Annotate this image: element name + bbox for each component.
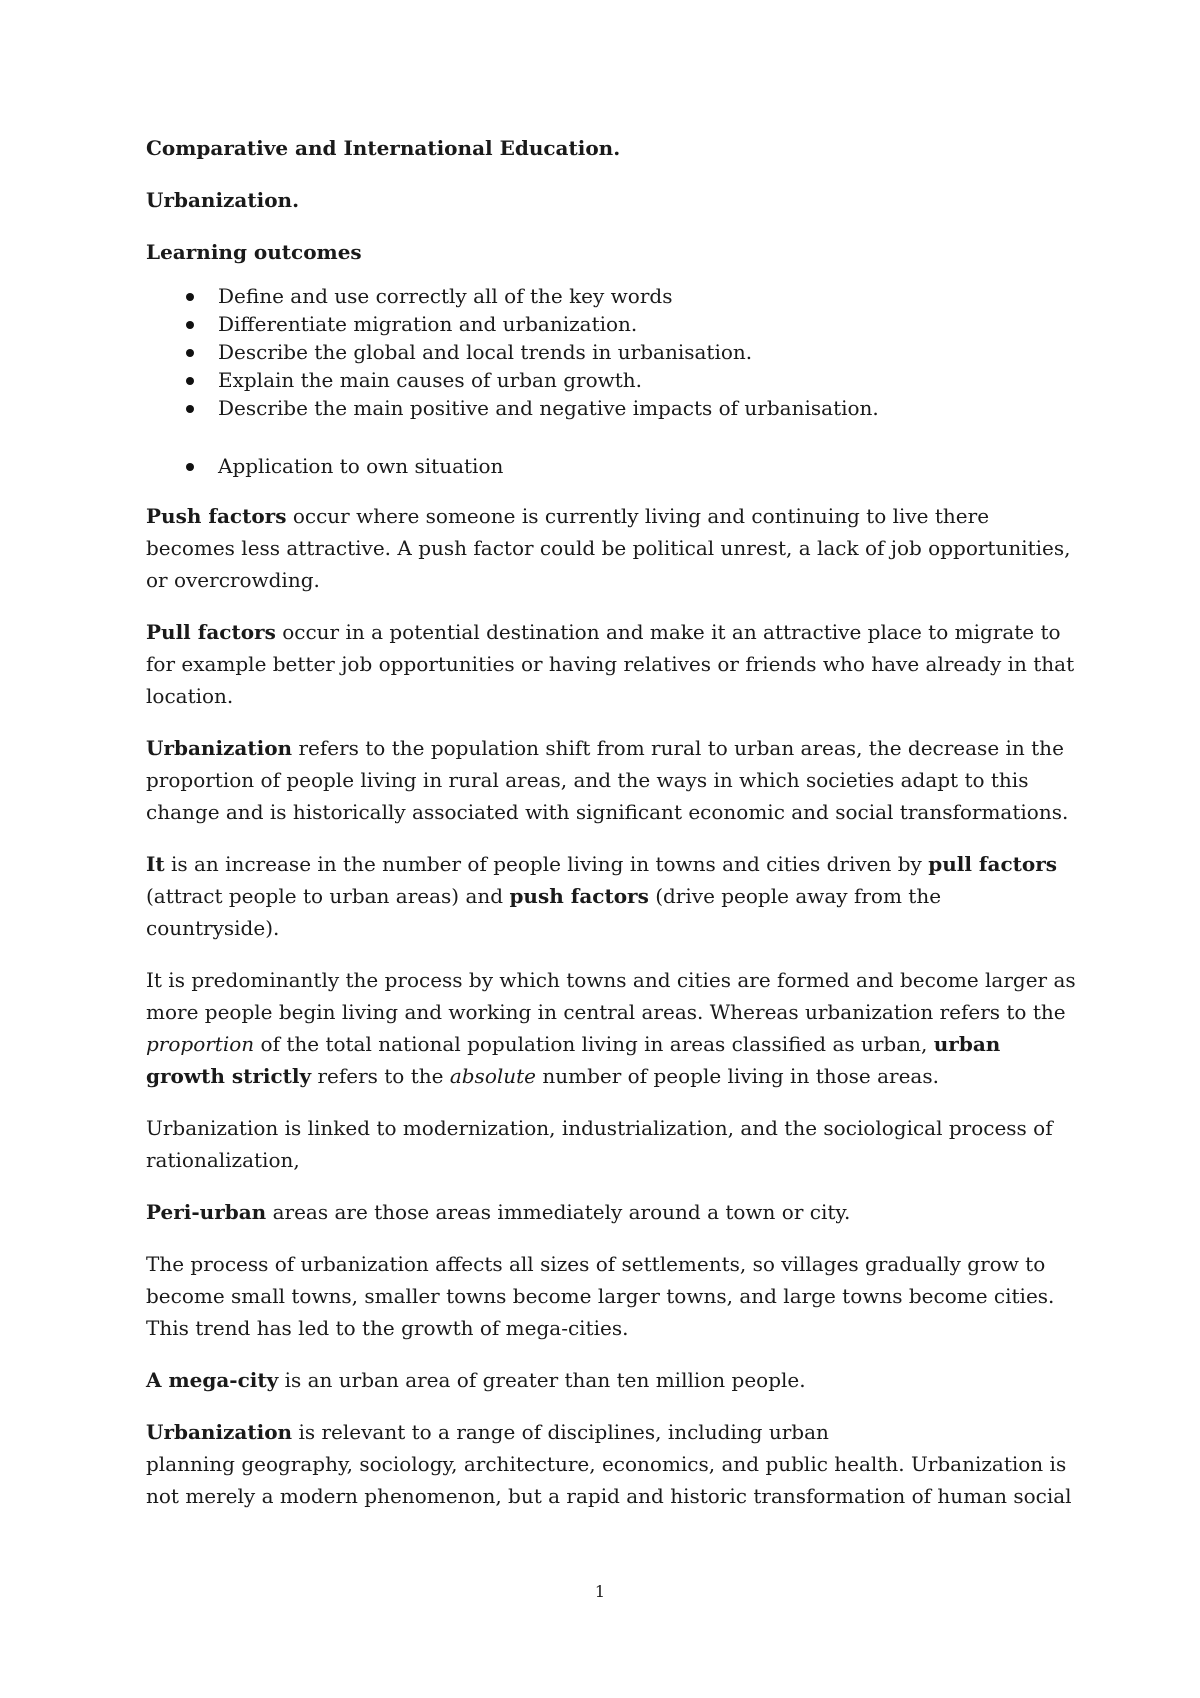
pull-factors-paragraph	[146, 616, 1076, 712]
process-text: refers to the	[311, 1064, 450, 1088]
push-factors-inline: push factors	[509, 884, 649, 908]
urbanization-term: Urbanization	[146, 736, 293, 760]
process-text: of the total national population living in areas classified as urban,	[254, 1032, 934, 1056]
push-factors-paragraph	[146, 500, 1076, 596]
linked-paragraph: Urbanization is linked to modernization, industrialization, and the sociological process of rationalization,	[146, 1116, 1053, 1172]
push-factors-text: occur where someone is currently living and continuing to live there becomes less attractive. A push factor could be political unrest, a lack of job opportunities, or overcrowding.	[146, 504, 1071, 592]
increase-paragraph	[146, 848, 1076, 944]
outcomes-list	[146, 282, 1076, 480]
increase-text: (attract people to urban areas) and	[146, 884, 510, 908]
process-paragraph	[146, 964, 1076, 1092]
course-title: Comparative and International Education.	[146, 136, 621, 160]
pull-factors-text: occur in a potential destination and make it an attractive place to migrate to for example better job opportunities or having relatives or friends who have already in that location.	[146, 620, 1075, 708]
list-item: Explain the main causes of urban growth.	[146, 366, 1076, 394]
push-factors-term: Push factors	[146, 504, 287, 528]
disciplines-paragraph	[146, 1416, 1076, 1512]
urbanization-definition-text: refers to the population shift from rural to urban areas, the decrease in the proportion of people living in rural areas, and the ways in which societies adapt to this change and is historically associated with significant economic and social transformations.	[146, 736, 1069, 824]
peri-urban-term: Peri-urban	[146, 1200, 267, 1224]
it-term: It	[146, 852, 165, 876]
outcomes-heading: Learning outcomes	[146, 240, 362, 264]
megacity-term: A mega-city	[146, 1368, 279, 1392]
disciplines-text: planning geography, sociology, architecture, economics, and public health. Urbanization is not merely a modern phenomenon, but a rapid and historic transformation of human social	[146, 1452, 1072, 1508]
list-item: Describe the main positive and negative impacts of urbanisation.	[146, 394, 1076, 422]
urbanization-term: Urbanization	[146, 1420, 293, 1444]
list-item: Define and use correctly all of the key words	[146, 282, 1076, 310]
increase-text: is an increase in the number of people living in towns and cities driven by	[164, 852, 929, 876]
urban-growth-term: urban growth strictly	[146, 1032, 1001, 1088]
topic-title: Urbanization.	[146, 188, 300, 212]
urbanization-definition-paragraph	[146, 732, 1076, 828]
list-item: Differentiate migration and urbanization.	[146, 310, 1076, 338]
megacity-text: is an urban area of greater than ten million people.	[278, 1368, 806, 1392]
process-text: number of people living in those areas.	[536, 1064, 939, 1088]
pull-factors-inline: pull factors	[928, 852, 1058, 876]
document-page	[146, 132, 1076, 1532]
megacity-paragraph	[146, 1364, 1076, 1396]
proportion-emphasis: proportion	[146, 1032, 255, 1056]
disciplines-text: is relevant to a range of disciplines, including urban	[292, 1420, 829, 1444]
pull-factors-term: Pull factors	[146, 620, 276, 644]
process-text: It is predominantly the process by which towns and cities are formed and become larger as more people begin living and working in central areas. Whereas urbanization refers to the	[146, 968, 1076, 1024]
peri-urban-text: areas are those areas immediately around a town or city.	[266, 1200, 851, 1224]
page-number: 1	[594, 1582, 606, 1601]
peri-urban-paragraph	[146, 1196, 1076, 1228]
list-item: Application to own situation	[146, 452, 1076, 480]
absolute-emphasis: absolute	[449, 1064, 537, 1088]
increase-text: (drive people away from the countryside).	[146, 884, 942, 940]
settlements-paragraph: The process of urbanization affects all sizes of settlements, so villages gradually grow to become small towns, smaller towns become larger towns, and large towns become cities. This trend has led to the growth of mega-cities.	[146, 1252, 1055, 1340]
list-item: Describe the global and local trends in urbanisation.	[146, 338, 1076, 366]
